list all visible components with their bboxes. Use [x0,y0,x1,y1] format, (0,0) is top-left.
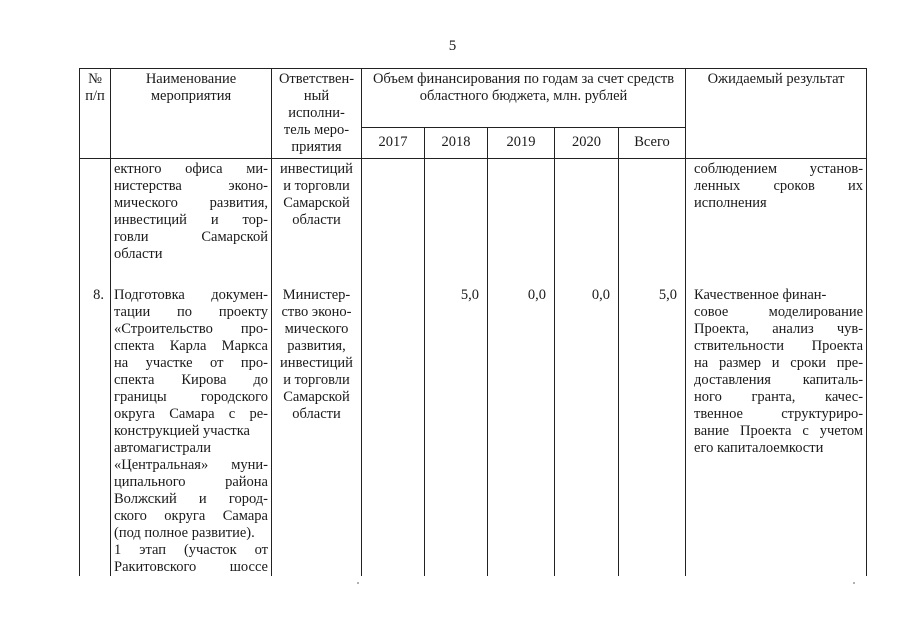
text-line: на участке от про- [114,355,268,371]
row-name [111,285,272,576]
text-line: «Центральная» муни- [114,457,268,473]
table-row [80,285,867,576]
value-2018: 5,0 [425,285,488,576]
text-line: развития, [287,338,346,354]
text-line: ектного офиса ми- [114,161,268,177]
text-line: автомагистрали [114,440,212,456]
text-line: 1 этап (участок от [114,542,268,558]
table-row [80,159,867,286]
text-line: (под полное развитие). [114,525,255,541]
row-responsible-lines [275,287,358,423]
text-line: ленных сроков их [694,178,864,194]
text-line: границы городского [114,389,268,405]
text-line: области [292,406,341,422]
text-line: спекта Карла Маркса [114,338,268,354]
value-2020: 0,0 [555,285,619,576]
value-2018 [425,159,488,286]
header-responsible: Ответствен-ный исполни-тель меро-приятия [272,69,362,159]
row-responsible-lines [275,161,358,229]
value-2017 [362,285,425,576]
scan-speck [853,582,855,584]
text-line: совое моделирование [694,304,864,320]
row-responsible [272,285,362,576]
header-year-2019: 2019 [488,127,555,158]
text-line: ского округа Самара [114,508,268,524]
value-2020 [555,159,619,286]
text-line: ствительности Проекта [694,338,864,354]
text-line: Волжский и город- [114,491,268,507]
text-line: доставления капиталь- [694,372,864,388]
text-line: области [292,212,341,228]
text-line: Самарской [283,195,350,211]
text-line: мического [284,321,349,337]
header-year-2018: 2018 [425,127,488,158]
text-line: конструкцией участка [114,423,250,439]
row-responsible [272,159,362,286]
value-total [619,159,686,286]
value-2017 [362,159,425,286]
text-line: инвестиций [280,161,353,177]
text-line: его капиталоемкости [694,440,824,456]
text-line: инвестиций и тор- [114,212,268,228]
text-line: ципального района [114,474,268,490]
text-line: и торговли [283,178,350,194]
text-line: тации по проекту [114,304,268,320]
text-line: Самарской [283,389,350,405]
row-number: 8. [80,285,111,576]
text-line: твенное структуриро- [694,406,864,422]
row-result [686,285,867,576]
header-total: Всего [619,127,686,158]
scan-speck [357,582,359,584]
row-name [111,159,272,286]
row-result-lines [694,287,863,457]
value-total: 5,0 [619,285,686,576]
value-2019 [488,159,555,286]
header-name: Наименование мероприятия [111,69,272,159]
text-line: нистерства эконо- [114,178,268,194]
row-name-lines [114,287,268,576]
text-line: ного гранта, качес- [694,389,864,405]
header-year-2020: 2020 [555,127,619,158]
header-funding: Объем финансирования по годам за счет средств областного бюджета, млн. рублей [362,69,686,128]
text-line: Ракитовского шоссе [114,559,268,575]
text-line: на размер и сроки пре- [694,355,864,371]
text-line: спекта Кирова до [114,372,268,388]
funding-table [79,68,867,576]
row-result-lines [694,161,863,212]
header-num: № п/п [80,69,111,159]
text-line: ство эконо- [281,304,352,320]
row-result [686,159,867,286]
text-line: мического развития, [114,195,268,211]
text-line: округа Самара с ре- [114,406,268,422]
text-line: инвестиций [280,355,353,371]
header-result: Ожидаемый результат [686,69,867,159]
text-line: говли Самарской [114,229,268,245]
text-line: Министер- [282,287,351,303]
text-line: Проекта, анализ чув- [694,321,864,337]
page-number: 5 [448,38,457,54]
row-name-lines [114,161,268,263]
text-line: исполнения [694,195,767,211]
text-line: Качественное финан- [694,287,827,303]
header-year-2017: 2017 [362,127,425,158]
text-line: вание Проекта с учетом [694,423,864,439]
text-line: области [114,246,163,262]
text-line: Подготовка докумен- [114,287,268,303]
row-number [80,159,111,286]
text-line: «Строительство про- [114,321,268,337]
text-line: соблюдением установ- [694,161,864,177]
text-line: и торговли [283,372,350,388]
value-2019: 0,0 [488,285,555,576]
